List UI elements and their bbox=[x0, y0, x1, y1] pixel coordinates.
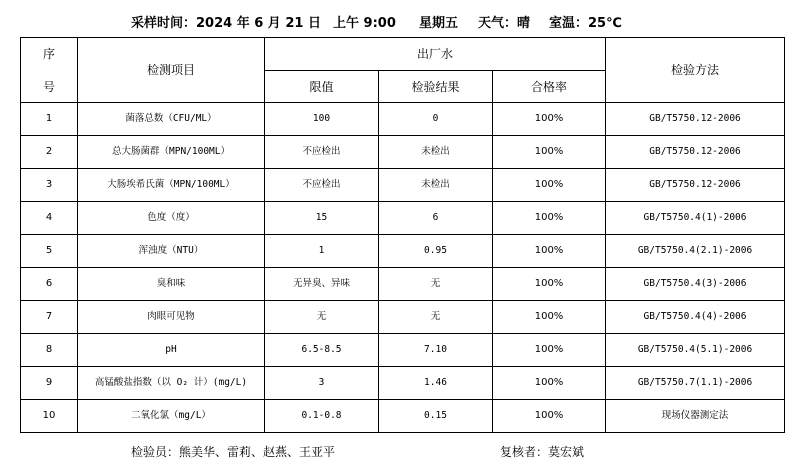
table-row bbox=[21, 301, 785, 334]
pass-rate: 100% bbox=[493, 367, 606, 400]
method: GB/T5750.12-2006 bbox=[606, 136, 785, 169]
result-value: 无 bbox=[379, 301, 493, 334]
pass-rate: 100% bbox=[493, 334, 606, 367]
method: GB/T5750.4(2.1)-2006 bbox=[606, 235, 785, 268]
table-row bbox=[21, 103, 785, 136]
item-name: 菌落总数（CFU/ML） bbox=[78, 103, 265, 136]
pass-rate: 100% bbox=[493, 169, 606, 202]
row-number: 5 bbox=[21, 235, 78, 268]
item-name: 浑浊度（NTU） bbox=[78, 235, 265, 268]
room-temperature: 室温：25℃ bbox=[549, 16, 622, 31]
method: 现场仪器测定法 bbox=[606, 400, 785, 433]
table-row bbox=[21, 268, 785, 301]
table-row bbox=[21, 235, 785, 268]
limit-value: 不应检出 bbox=[265, 136, 379, 169]
method: GB/T5750.7(1.1)-2006 bbox=[606, 367, 785, 400]
row-number: 1 bbox=[21, 103, 78, 136]
seq-header-bottom: 号 bbox=[42, 79, 55, 94]
result-value: 0.15 bbox=[379, 400, 493, 433]
item-name: 二氧化氯（mg/L） bbox=[78, 400, 265, 433]
pass-rate: 100% bbox=[493, 202, 606, 235]
limit-value: 1 bbox=[265, 235, 379, 268]
item-name: pH bbox=[78, 334, 265, 367]
limit-value: 无异臭、异味 bbox=[265, 268, 379, 301]
limit-value: 0.1-0.8 bbox=[265, 400, 379, 433]
item-name: 色度（度） bbox=[78, 202, 265, 235]
row-number: 7 bbox=[21, 301, 78, 334]
method: GB/T5750.4(1)-2006 bbox=[606, 202, 785, 235]
table-row bbox=[21, 169, 785, 202]
pass-rate: 100% bbox=[493, 400, 606, 433]
sampling-date: 采样时间：2024 年 6 月 21 日 bbox=[131, 16, 321, 31]
method-header: 检验方法 bbox=[606, 38, 785, 103]
pass-rate-header: 合格率 bbox=[493, 71, 606, 103]
item-name: 臭和味 bbox=[78, 268, 265, 301]
item-name: 肉眼可见物 bbox=[78, 301, 265, 334]
table-row bbox=[21, 334, 785, 367]
item-header: 检测项目 bbox=[78, 38, 265, 103]
pass-rate: 100% bbox=[493, 235, 606, 268]
limit-value: 6.5-8.5 bbox=[265, 334, 379, 367]
result-value: 7.10 bbox=[379, 334, 493, 367]
limit-value: 不应检出 bbox=[265, 169, 379, 202]
pass-rate: 100% bbox=[493, 103, 606, 136]
pass-rate: 100% bbox=[493, 268, 606, 301]
report-footer bbox=[0, 442, 808, 460]
row-number: 6 bbox=[21, 268, 78, 301]
water-quality-table bbox=[20, 37, 785, 433]
method: GB/T5750.4(5.1)-2006 bbox=[606, 334, 785, 367]
seq-header-top: 序 bbox=[42, 46, 55, 61]
table-row bbox=[21, 367, 785, 400]
row-number: 9 bbox=[21, 367, 78, 400]
weather: 天气：晴 bbox=[478, 16, 531, 31]
result-value: 未检出 bbox=[379, 169, 493, 202]
row-number: 8 bbox=[21, 334, 78, 367]
pass-rate: 100% bbox=[493, 136, 606, 169]
header-row-top bbox=[21, 38, 785, 71]
item-name: 高锰酸盐指数（以 O₂ 计）(mg/L) bbox=[78, 367, 265, 400]
result-value: 1.46 bbox=[379, 367, 493, 400]
table-row bbox=[21, 136, 785, 169]
row-number: 2 bbox=[21, 136, 78, 169]
method: GB/T5750.4(4)-2006 bbox=[606, 301, 785, 334]
weekday: 星期五 bbox=[419, 16, 459, 31]
method: GB/T5750.4(3)-2006 bbox=[606, 268, 785, 301]
table-row bbox=[21, 400, 785, 433]
method: GB/T5750.12-2006 bbox=[606, 169, 785, 202]
result-value: 未检出 bbox=[379, 136, 493, 169]
limit-value: 100 bbox=[265, 103, 379, 136]
seq-header bbox=[21, 38, 78, 103]
row-number: 3 bbox=[21, 169, 78, 202]
limit-value: 15 bbox=[265, 202, 379, 235]
inspectors: 检验员：熊美华、雷莉、赵燕、王亚平 bbox=[131, 445, 336, 459]
method: GB/T5750.12-2006 bbox=[606, 103, 785, 136]
result-value: 0.95 bbox=[379, 235, 493, 268]
result-value: 6 bbox=[379, 202, 493, 235]
item-name: 大肠埃希氏菌（MPN/100ML） bbox=[78, 169, 265, 202]
pass-rate: 100% bbox=[493, 301, 606, 334]
result-value: 0 bbox=[379, 103, 493, 136]
reviewer: 复核者：莫宏斌 bbox=[500, 445, 585, 459]
limit-value: 无 bbox=[265, 301, 379, 334]
result-header: 检验结果 bbox=[379, 71, 493, 103]
report-header bbox=[0, 8, 808, 32]
table-row bbox=[21, 202, 785, 235]
row-number: 4 bbox=[21, 202, 78, 235]
item-name: 总大肠菌群（MPN/100ML） bbox=[78, 136, 265, 169]
row-number: 10 bbox=[21, 400, 78, 433]
result-value: 无 bbox=[379, 268, 493, 301]
limit-header: 限值 bbox=[265, 71, 379, 103]
factory-water-header: 出厂水 bbox=[265, 38, 606, 71]
limit-value: 3 bbox=[265, 367, 379, 400]
sampling-time: 上午 9:00 bbox=[333, 16, 396, 31]
